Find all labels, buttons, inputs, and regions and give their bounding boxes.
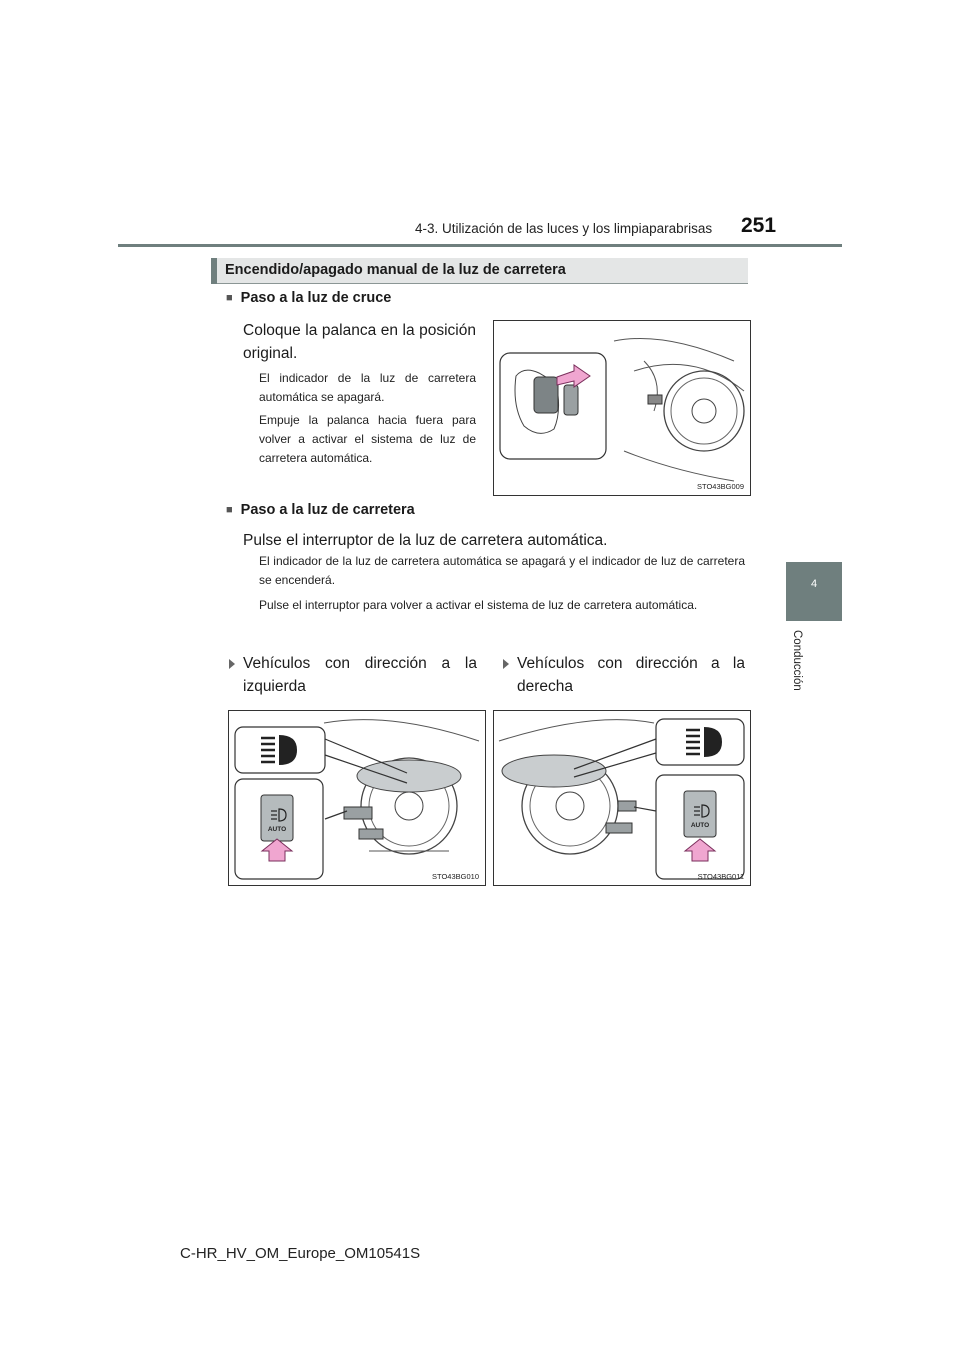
block1-heading: ■ Paso a la luz de cruce [226,290,391,306]
block2-note-1: El indicador de la luz de carretera automática se apagará y el indicador de luz de carretera se encenderá. [259,554,745,587]
chapter-number: 4 [810,578,818,590]
lever-illustration [494,321,750,495]
auto-high-beam-switch [261,795,293,841]
block2-instruction: Pulse el interruptor de la luz de carretera automática. [243,532,608,549]
block1-note-2: Empuje la palanca hacia fuera para volver a activar el sistema de luz de carretera automática. [259,413,476,465]
auto-high-beam-switch [684,791,716,837]
section-marker [211,258,217,284]
block2-note-2: Pulse el interruptor para volver a activar el sistema de luz de carretera automática. [259,598,698,612]
header-section-title: 4-3. Utilización de las luces y los limpiaparabrisas [415,221,713,236]
figure-lhd [228,710,486,886]
chapter-label: Conducción [791,630,803,691]
auto-label: AUTO [690,822,710,829]
variant-right-label: Vehículos con dirección a la derecha [517,652,745,698]
figure-code: STO43BG010 [432,872,479,881]
block1-instruction: Coloque la palanca en la posición original. [243,322,476,362]
section-title-bar [211,258,748,284]
header-rule [118,244,842,247]
variant-left-label: Vehículos con dirección a la izquierda [243,652,477,698]
figure-rhd [493,710,751,886]
block2-heading: ■ Paso a la luz de carretera [226,502,415,518]
chapter-tab [786,562,842,621]
figure-code: STO43BG011 [697,872,744,881]
section-title: Encendido/apagado manual de la luz de carretera [225,262,566,278]
page-number: 251 [741,214,777,237]
auto-label: AUTO [267,826,287,833]
block1-note-1: El indicador de la luz de carretera automática se apagará. [259,371,476,404]
footer-doc-code: C-HR_HV_OM_Europe_OM10541S [180,1245,421,1262]
figure-code: STO43BG009 [697,482,744,491]
figure-lever [493,320,751,496]
